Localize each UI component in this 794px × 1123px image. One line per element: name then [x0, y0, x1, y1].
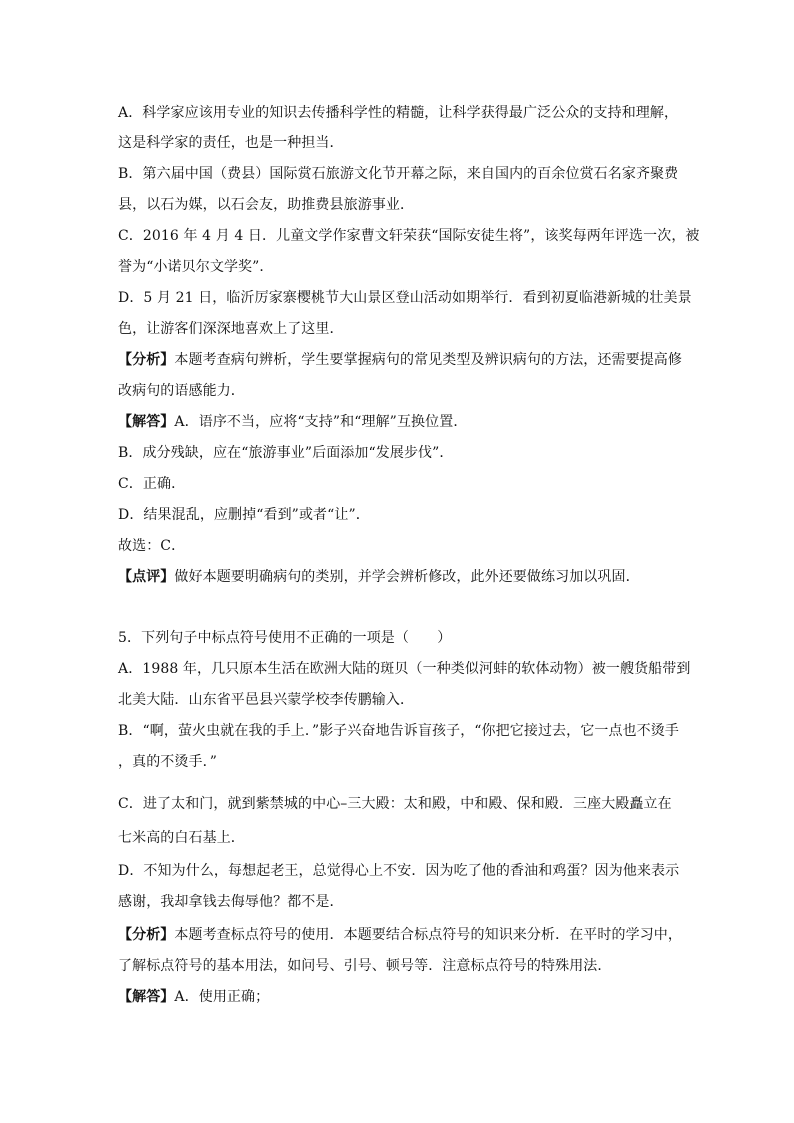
q4-option-a-line-2: 这是科学家的责任，也是一种担当． [118, 135, 344, 151]
q4-option-b-line-2: 县，以石为媒，以石会友，助推费县旅游事业． [118, 197, 415, 213]
q5-option-a-line-1: A．1988 年，几只原本生活在欧洲大陆的斑贝（一种类似河蚌的软体动物）被一艘货船带到 [118, 661, 691, 677]
q4-answer-line-a [118, 413, 688, 431]
q4-analysis-line-2: 改病句的语感能力． [118, 383, 245, 399]
q4-answer-line-c: C．正确． [118, 476, 186, 492]
q4-option-b-line-1: B．第六届中国（费县）国际赏石旅游文化节开幕之际，来自国内的百余位赏石名家齐聚费 [118, 166, 679, 182]
q5-option-d-line-1: D．不知为什么，每想起老王，总觉得心上不安．因为吃了他的香油和鸡蛋？因为他来表示 [118, 863, 680, 879]
q5-option-c-line-1: C．进了太和门，就到紫禁城的中心–三大殿：太和殿，中和殿、保和殿．三座大殿矗立在 [118, 796, 672, 812]
answer-text: A．使用正确； [174, 989, 270, 1005]
answer-tag: 【解答】 [118, 414, 175, 430]
q4-comment-line [118, 568, 688, 586]
comment-tag: 【点评】 [118, 569, 175, 585]
q5-analysis-line-2: 了解标点符号的基本用法，如问号、引号、顿号等．注意标点符号的特殊用法． [118, 958, 612, 974]
q5-option-b-line-1: B．“啊，萤火虫就在我的手上．”影子兴奋地告诉盲孩子，“你把它接过去，它一点也不烫手 [118, 723, 679, 739]
answer-text: A．语序不当，应将“支持”和“理解”互换位置． [174, 414, 468, 430]
q5-option-a-line-2: 北美大陆．山东省平邑县兴蒙学校李传鹏输入． [118, 692, 415, 708]
q4-analysis-line-1 [118, 351, 688, 369]
q4-answer-line-b: B．成分残缺，应在“旅游事业”后面添加“发展步伐”． [118, 445, 454, 461]
q4-answer-line-d: D．结果混乱，应删掉“看到”或者“让”． [118, 507, 370, 523]
answer-tag: 【解答】 [118, 989, 175, 1005]
q5-option-c-line-2: 七米高的白石基上． [118, 830, 245, 846]
q4-option-a-line-1: A．科学家应该用专业的知识去传播科学性的精髓，让科学获得最广泛公众的支持和理解， [118, 105, 679, 121]
analysis-text: 本题考查标点符号的使用．本题要结合标点符号的知识来分析．在平时的学习中， [174, 927, 683, 943]
analysis-tag: 【分析】 [118, 352, 175, 368]
analysis-text: 本题考查病句辨析，学生要掌握病句的常见类型及辨识病句的方法，还需要提高修 [174, 352, 683, 368]
q4-option-c-line-2: 誉为“小诺贝尔文学奖”． [118, 259, 274, 275]
q5-option-d-line-2: 感谢，我却拿钱去侮辱他？都不是． [118, 894, 344, 910]
q4-option-d-line-1: D．5 月 21 日，临沂厉家寨樱桃节大山景区登山活动如期举行．看到初夏临港新城的壮美景 [118, 290, 692, 306]
q5-analysis-line-1 [118, 926, 688, 944]
analysis-tag: 【分析】 [118, 927, 175, 943]
q4-option-d-line-2: 色，让游客们深深地喜欢上了这里． [118, 321, 344, 337]
comment-text: 做好本题要明确病句的类别，并学会辨析修改，此外还要做练习加以巩固． [174, 569, 640, 585]
q5-answer-line-a [118, 988, 688, 1006]
q5-question: 5．下列句子中标点符号使用不正确的一项是（ ） [118, 630, 452, 646]
q4-answer-choice: 故选：C． [118, 538, 186, 554]
q4-option-c-line-1: C．2016 年 4 月 4 日．儿童文学作家曹文轩荣获“国际安徒生将”，该奖每两年评选一次，被 [118, 228, 700, 244]
q5-option-b-line-2: ，真的不烫手．” [118, 754, 217, 770]
